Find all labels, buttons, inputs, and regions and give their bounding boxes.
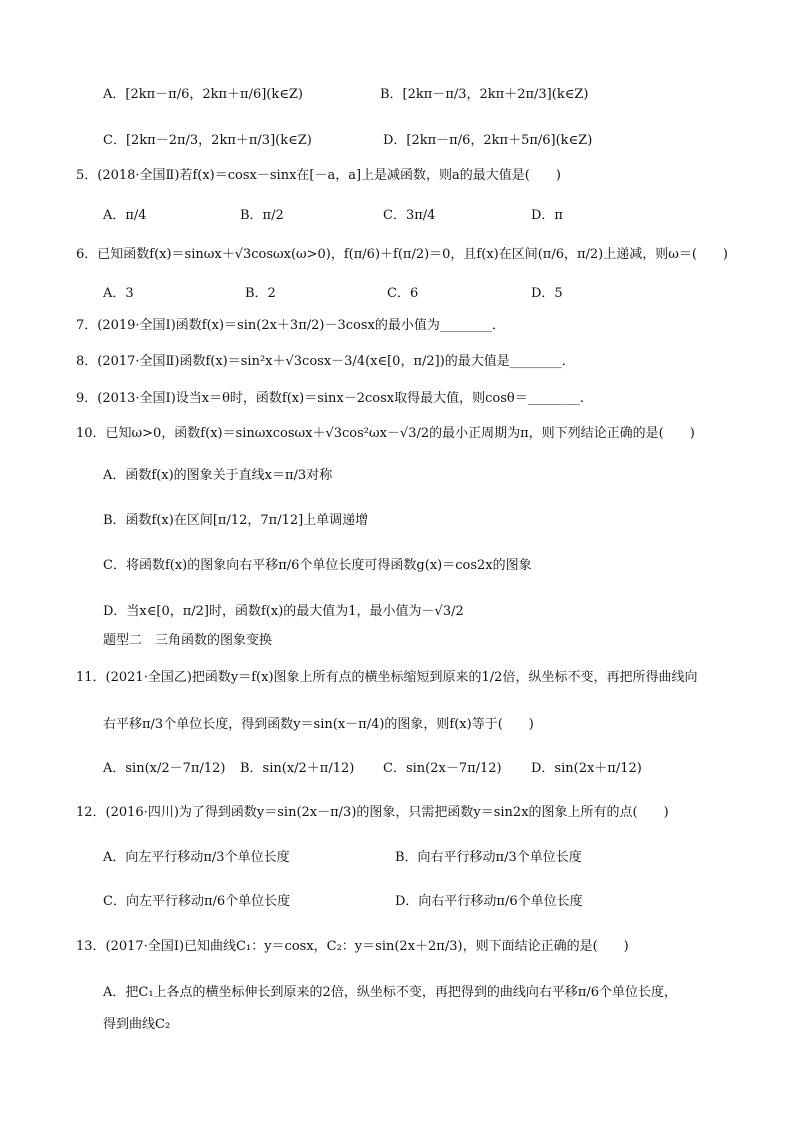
q11-option-d: D．sin(2x＋π/12) [531,761,642,776]
q13-option-a-line2: 得到曲线C₂ [103,1017,171,1032]
q12-option-a: A．向左平行移动π/3个单位长度 [103,850,290,865]
q10-stem: 10．已知ω>0，函数f(x)＝sinωxcosωx＋√3cos²ωx－√3/2的最小正周期为π，则下列结论正确的是( ) [76,426,695,441]
q6-stem: 6．已知函数f(x)＝sinωx＋√3cosωx(ω>0)，f(π/6)＋f(π/2)＝0，且f(x)在区间(π/6，π/2)上递减，则ω＝( ) [76,247,728,262]
q6-option-d: D．5 [531,286,563,301]
q5-option-b: B．π/2 [240,208,284,223]
q13-stem: 13．(2017·全国Ⅰ)已知曲线C₁：y＝cosx，C₂：y＝sin(2x＋2π/3)，则下面结论正确的是( ) [76,939,629,954]
q12-option-d: D．向右平行移动π/6个单位长度 [395,894,583,909]
q12-stem: 12．(2016·四川)为了得到函数y＝sin(2x－π/3)的图象，只需把函数y＝sin2x的图象上所有的点( ) [76,805,669,820]
q11-stem-line1: 11．(2021·全国乙)把函数y＝f(x)图象上所有点的横坐标缩短到原来的1/2倍，纵坐标不变，再把所得曲线向 [76,670,698,685]
q11-option-c: C．sin(2x－7π/12) [383,761,502,776]
q5-option-c: C．3π/4 [383,208,436,223]
q10-option-d: D．当x∈[0，π/2]时，函数f(x)的最大值为1，最小值为－√3/2 [103,604,464,619]
q5-option-a: A．π/4 [103,208,147,223]
q6-option-c: C．6 [387,286,419,301]
q13-option-a-line1: A．把C₁上各点的横坐标伸长到原来的2倍，纵坐标不变，再把得到的曲线向右平移π/6个单位长度， [103,985,678,1000]
q11-option-a: A．sin(x/2－7π/12) [103,761,226,776]
q10-option-b: B．函数f(x)在区间[π/12，7π/12]上单调递增 [103,513,369,528]
q6-option-a: A．3 [103,286,134,301]
q4-option-a: A．[2kπ－π/6，2kπ＋π/6](k∈Z) [103,87,303,102]
q11-option-b: B．sin(x/2＋π/12) [240,761,355,776]
q10-option-c: C．将函数f(x)的图象向右平移π/6个单位长度可得函数g(x)＝cos2x的图象 [103,558,532,573]
section-heading: 题型二 三角函数的图象变换 [103,633,273,648]
q4-option-c: C．[2kπ－2π/3，2kπ＋π/3](k∈Z) [103,133,312,148]
q6-option-b: B．2 [245,286,276,301]
q11-stem-line2: 右平移π/3个单位长度，得到函数y＝sin(x－π/4)的图象，则f(x)等于( ) [103,717,534,732]
q7-stem: 7．(2019·全国Ⅰ)函数f(x)＝sin(2x＋3π/2)－3cosx的最小值为________． [76,318,505,333]
q4-option-b: B．[2kπ－π/3，2kπ＋2π/3](k∈Z) [380,87,589,102]
q8-stem: 8．(2017·全国Ⅱ)函数f(x)＝sin²x＋√3cosx－3/4(x∈[0，π/2])的最大值是________． [76,354,575,369]
q4-option-d: D．[2kπ－π/6，2kπ＋5π/6](k∈Z) [383,133,593,148]
q12-option-c: C．向左平行移动π/6个单位长度 [103,894,291,909]
q9-stem: 9．(2013·全国Ⅰ)设当x＝θ时，函数f(x)＝sinx－2cosx取得最大值，则cosθ＝________. [76,391,584,406]
q5-stem: 5．(2018·全国Ⅱ)若f(x)＝cosx－sinx在[－a，a]上是减函数，则a的最大值是( ) [76,168,561,183]
q10-option-a: A．函数f(x)的图象关于直线x＝π/3对称 [103,468,333,483]
q12-option-b: B．向右平行移动π/3个单位长度 [395,850,582,865]
q5-option-d: D．π [531,208,563,223]
